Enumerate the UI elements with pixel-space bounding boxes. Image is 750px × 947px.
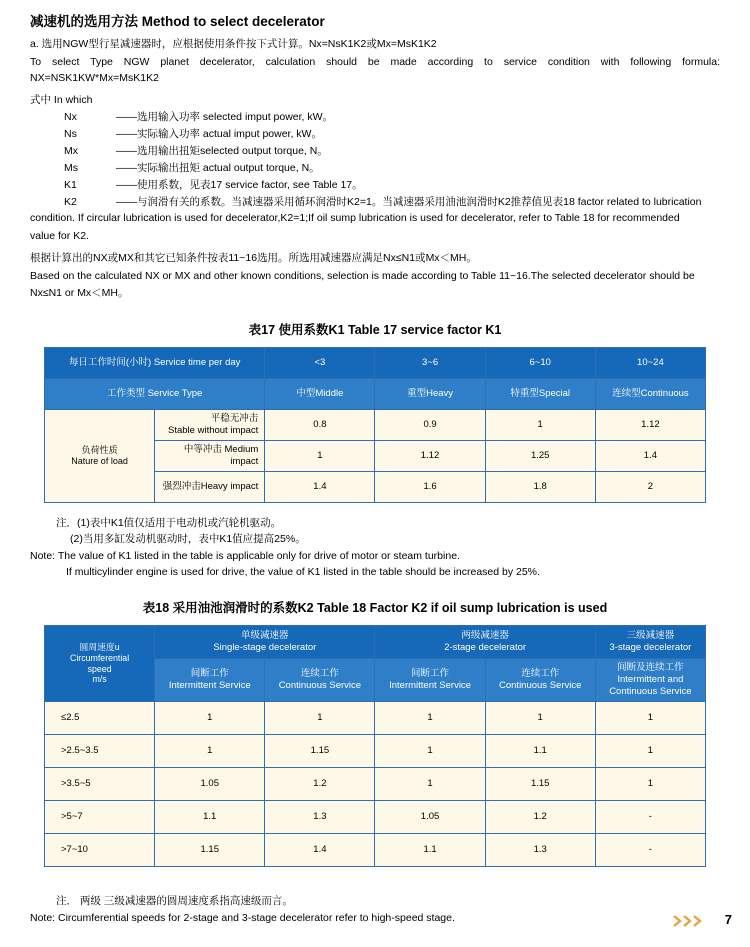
table18-cell-3-2: 1.05 [375,800,485,833]
table17-cell-0-2: 1 [485,410,595,441]
where-symbol-mx: Mx [64,145,78,158]
where-text-k2-line2: condition. If circular lubrication is used for decelerator,K2=1;If oil sump lubrication is used for decelerator, refer to Table 18 for recommended [30,212,680,225]
where-text-mx: 选用输出扭矩selected output torque, N。 [137,145,328,158]
table17-cell-1-0: 1 [265,441,375,472]
table18-col-two-intermittent-en: Intermittent Service [389,680,471,692]
where-dash-k1: —— [116,179,137,192]
table-row [45,734,706,767]
table18-group-two-cn: 两级减速器 [461,630,509,642]
table18-col-two-continuous-cn: 连续工作 [521,668,560,680]
table18-cell-4-1: 1.4 [265,833,375,866]
table-row [45,833,706,866]
note17-line-2: (2)当用多缸发动机驱动时，表中K1值应提高25%。 [70,533,306,546]
table18-cell-0-1: 1 [265,701,375,734]
table18-cell-1-2: 1 [375,734,485,767]
table18-col-three-both-cn: 间断及连续工作 [617,662,684,674]
where-item-k1 [30,177,720,194]
table18-cell-4-0: 1.15 [155,833,265,866]
table18-col-single-continuous-en: Continuous Service [278,680,362,692]
note17-line-3: Note: The value of K1 listed in the table is applicable only for drive of motor or steam turbine. [30,549,460,562]
table18-group-two-en: 2-stage decelerator [444,642,527,654]
table17-cell-0-0: 0.8 [265,410,375,441]
table18-notes [30,893,720,927]
where-block [30,92,720,245]
table18-cell-4-3: 1.3 [485,833,595,866]
calc-paragraph-english-1: Based on the calculated NX or MX and other known conditions, selection is made according to Table 11~16.The selected decelerator should be [30,269,695,282]
where-symbol-nx: Nx [64,111,77,124]
where-symbol-k1: K1 [64,179,77,192]
table17-cell-0-1: 0.9 [375,410,485,441]
table17-header-lt3: <3 [265,348,375,379]
table17-header-middle: 中型Middle [265,379,375,410]
note17-line-1: 注．(1)表中K1值仅适用于电动机或汽轮机驱动。 [56,517,282,530]
table18-cell-1-4: 1 [595,734,705,767]
where-text-k1: 使用系数，见表17 service factor, see Table 17。 [137,179,363,192]
table-18-factor-k2 [44,625,706,867]
where-item-k2 [30,194,720,211]
where-dash-ns: —— [116,128,137,141]
table18-header-speed-en2: speed [87,663,112,674]
table17-cell-1-3: 1.4 [595,441,705,472]
table17-row-label-2: 强烈冲击Heavy impact [155,472,265,503]
document-content [30,14,720,926]
where-text-nx: 选用输入功率 selected imput power, kW。 [137,111,334,124]
table18-group-three-en: 3-stage decelerator [609,642,692,654]
table18-col-two-intermittent [375,659,485,702]
table18-header-speed-en1: Circumferential [70,653,130,664]
table18-cell-0-4: 1 [595,701,705,734]
table18-group-single-cn: 单级减速器 [241,630,289,642]
table17-header-heavy: 重型Heavy [375,379,485,410]
where-symbol-ms: Ms [64,162,78,175]
table18-col-two-continuous-en: Continuous Service [499,680,582,692]
table18-header-speed-unit: m/s [92,674,107,685]
table17-header-6-10: 6~10 [485,348,595,379]
table18-cell-3-3: 1.2 [485,800,595,833]
table18-col-single-continuous-cn: 连续工作 [300,668,339,680]
table17-cell-0-3: 1.12 [595,410,705,441]
table-row [45,410,706,441]
table18-header-speed [45,626,155,702]
table18-speed-2: >3.5~5 [45,767,155,800]
table17-header-continuous: 连续型Continuous [595,379,705,410]
where-dash-k2: —— [116,196,137,209]
table18-cell-1-3: 1.1 [485,734,595,767]
table17-cell-2-1: 1.6 [375,472,485,503]
table18-cell-0-2: 1 [375,701,485,734]
table17-cell-2-3: 2 [595,472,705,503]
where-text-k2-line3: value for K2. [30,230,89,243]
calc-paragraph-english-2: Nx≤N1 or Mx＜MH。 [30,287,129,300]
table18-cell-2-0: 1.05 [155,767,265,800]
table17-cell-2-0: 1.4 [265,472,375,503]
table18-speed-0: ≤2.5 [45,701,155,734]
table18-col-two-intermittent-cn: 间断工作 [411,668,450,680]
where-text-ms: 实际输出扭矩 actual output torque, N。 [137,162,320,175]
table18-col-three-both [595,659,705,702]
table18-speed-4: >7~10 [45,833,155,866]
table18-col-single-intermittent [155,659,265,702]
table17-cell-2-2: 1.8 [485,472,595,503]
table17-row-label-0 [155,410,265,441]
table17-cell-1-1: 1.12 [375,441,485,472]
where-item-nx [30,109,720,126]
table18-cell-3-0: 1.1 [155,800,265,833]
table-row [45,767,706,800]
page-number: 7 [724,912,732,927]
where-text-k2-line1: 与润滑有关的系数。当减速器采用循环润滑时K2=1。当减速器采用油池润滑时K2推荐值见表18 factor related to lubrication [137,196,702,209]
table18-caption: 表18 采用油池润滑时的系数K2 Table 18 Factor K2 if oil sump lubrication is used [142,601,608,616]
page-title: 减速机的选用方法 Method to select decelerator [30,14,325,29]
table18-col-single-intermittent-cn: 间断工作 [190,668,229,680]
table18-group-two-stage [375,626,595,659]
table18-cell-3-4: - [595,800,705,833]
table18-header-speed-cn: 圆周速度u [79,642,120,653]
table18-col-three-both-en: Intermittent and Continuous Service [609,674,692,697]
paragraph-a-chinese: a. 选用NGW型行星减速器时，应根据使用条件按下式计算。Nx=NsK1K2或Mx=MsK1K2 [30,38,437,51]
where-heading: 式中 In which [30,94,93,107]
note17-line-4: If multicylinder engine is used for drive, the value of K1 listed in the table should be increased by 25%. [66,565,540,578]
table17-row-label-0-cn: 平稳无冲击 [210,413,259,425]
table17-header-service-type: 工作类型 Service Type [45,379,265,410]
paragraph-a-english: To select Type NGW planet decelerator, calculation should be made according to service condition with following formula: NX=NSK1KW*Mx=MsK1K2 [30,55,720,84]
table18-cell-0-3: 1 [485,701,595,734]
where-text-ns: 实际输入功率 actual imput power, kW。 [137,128,322,141]
table18-group-single-en: Single-stage decelerator [213,642,317,654]
table-row [45,379,706,410]
table18-col-single-intermittent-en: Intermittent Service [168,680,251,692]
table17-header-10-24: 10~24 [595,348,705,379]
table18-cell-3-1: 1.3 [265,800,375,833]
table17-header-special: 特重型Special [485,379,595,410]
table18-speed-1: >2.5~3.5 [45,734,155,767]
table18-group-three-cn: 三级减速器 [626,630,675,642]
table17-row-label-0-en: Stable without impact [168,425,259,437]
table18-cell-1-0: 1 [155,734,265,767]
note18-line-1: 注． 两级 三级减速器的圆周速度系指高速级而言。 [56,894,293,907]
note18-line-2: Note: Circumferential speeds for 2-stage and 3-stage decelerator refer to high-speed stage. [30,911,455,924]
table-row [45,348,706,379]
table18-cell-1-1: 1.15 [265,734,375,767]
table18-cell-2-2: 1 [375,767,485,800]
table-row [45,800,706,833]
where-dash-mx: —— [116,145,137,158]
table17-cell-1-2: 1.25 [485,441,595,472]
table-17-service-factor [44,347,706,503]
where-dash-nx: —— [116,111,137,124]
table18-cell-2-1: 1.2 [265,767,375,800]
chevron-decoration-icon [672,913,714,929]
table-row [45,626,706,659]
where-symbol-k2: K2 [64,196,77,209]
where-item-ns [30,126,720,143]
table17-header-service-time: 每日工作时间(小时) Service time per day [45,348,265,379]
table18-cell-4-2: 1.1 [375,833,485,866]
table18-col-single-continuous [265,659,375,702]
table18-group-three-stage [595,626,705,659]
table17-caption: 表17 使用系数K1 Table 17 service factor K1 [248,323,502,338]
table18-col-two-continuous [485,659,595,702]
where-symbol-ns: Ns [64,128,77,141]
table17-side-label-cn: 负荷性质 [81,444,118,455]
where-item-mx [30,143,720,160]
table18-group-single-stage [155,626,375,659]
table17-side-label-en: Nature of load [71,456,128,467]
table17-row-label-1: 中等冲击 Medium impact [155,441,265,472]
table18-cell-0-0: 1 [155,701,265,734]
table17-side-label [45,410,155,503]
where-item-ms [30,160,720,177]
table18-cell-2-3: 1.15 [485,767,595,800]
table-row [45,701,706,734]
table18-cell-2-4: 1 [595,767,705,800]
table18-speed-3: >5~7 [45,800,155,833]
table18-cell-4-4: - [595,833,705,866]
calc-paragraph-chinese: 根据计算出的NX或MX和其它已知条件按表11~16选用。所选用减速器应满足Nx≤N1或Mx＜MH。 [30,251,477,264]
where-dash-ms: —— [116,162,137,175]
table17-notes [30,515,720,580]
table17-header-3-6: 3~6 [375,348,485,379]
